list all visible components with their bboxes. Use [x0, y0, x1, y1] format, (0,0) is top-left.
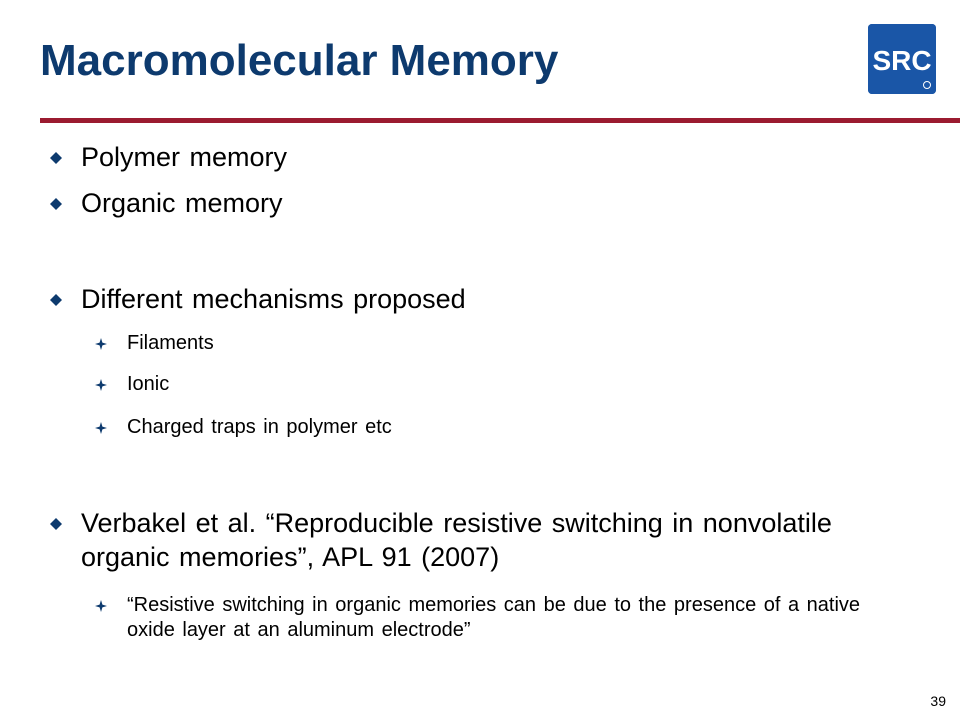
diamond-bullet-icon [50, 152, 62, 164]
bullet-text: Different mechanisms proposed [81, 284, 466, 314]
sub-bullet-text: Ionic [127, 373, 170, 395]
sub-bullet-item [95, 331, 895, 356]
logo-lettering: SRC [872, 45, 932, 76]
four-point-star-bullet-icon [95, 338, 107, 350]
sub-bullet-text: Charged traps in polymer etc [127, 416, 392, 438]
sub-bullet-item [95, 593, 895, 643]
four-point-star-bullet-icon [95, 422, 107, 434]
bullet-item [50, 186, 910, 220]
four-point-star-bullet-icon [95, 600, 107, 612]
slide-title: Macromolecular Memory [40, 36, 559, 85]
diamond-bullet-icon [50, 518, 62, 530]
sub-bullet-text: Filaments [127, 332, 214, 354]
sub-bullet-item [95, 415, 895, 440]
diamond-bullet-icon [50, 294, 62, 306]
bullet-item [50, 140, 910, 174]
bullet-text: Verbakel et al. “Reproducible resistive switching in nonvolatile organic memories”, APL 91 (2007) [81, 508, 832, 572]
bullet-item [50, 506, 910, 574]
diamond-bullet-icon [50, 198, 62, 210]
sub-bullet-item [95, 372, 895, 397]
bullet-item [50, 282, 910, 316]
sub-bullet-text: “Resistive switching in organic memories can be due to the presence of a native oxide layer at an aluminum electrode” [127, 594, 861, 641]
four-point-star-bullet-icon [95, 379, 107, 391]
bullet-text: Organic memory [81, 188, 283, 218]
page-number: 39 [930, 693, 946, 709]
bullet-text: Polymer memory [81, 142, 288, 172]
